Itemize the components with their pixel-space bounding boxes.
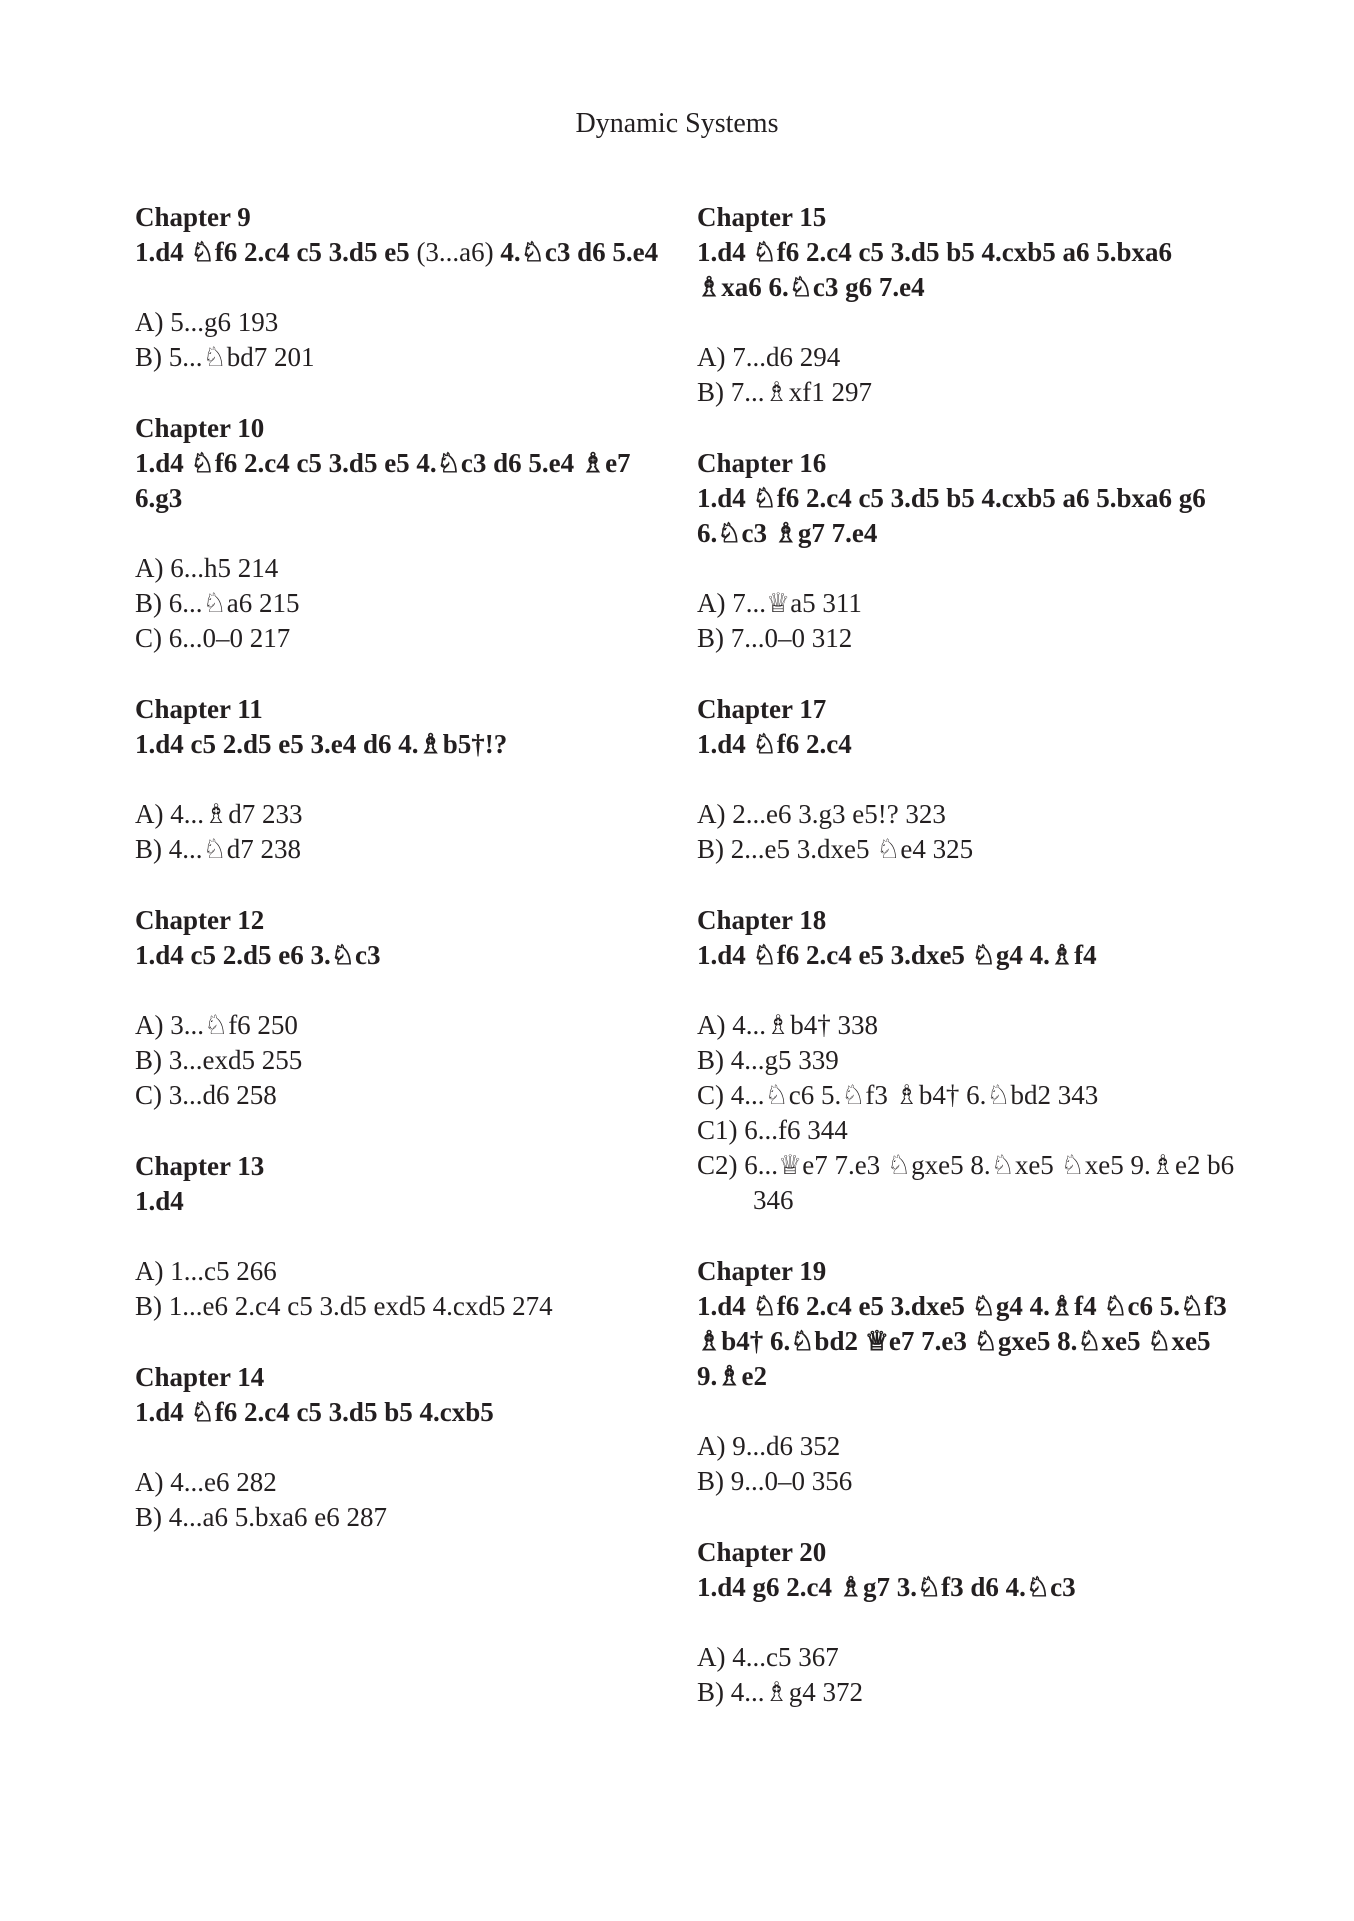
variation-item: A) 4...c5 367 xyxy=(697,1642,839,1672)
chapter-title: Chapter 14 xyxy=(135,1362,265,1392)
chapter-title: Chapter 10 xyxy=(135,413,265,443)
variation-list xyxy=(697,586,1237,656)
chapter-block xyxy=(135,1360,660,1535)
variation-item: B) 1...e6 2.c4 c5 3.d5 exd5 4.cxd5 274 xyxy=(135,1291,553,1321)
variation-item: A) 1...c5 266 xyxy=(135,1256,277,1286)
variation-item: B) 5...♘bd7 201 xyxy=(135,342,315,372)
chapter-title: Chapter 20 xyxy=(697,1537,827,1567)
variation-item: A) 7...d6 294 xyxy=(697,342,841,372)
variation-list xyxy=(697,1008,1237,1218)
variation-list xyxy=(135,1254,660,1324)
variation-list xyxy=(697,797,1237,867)
chapter-moves-main: 1.d4 ♘f6 2.c4 c5 3.d5 e5 xyxy=(135,237,410,267)
chapter-moves xyxy=(135,235,660,270)
variation-item: B) 3...exd5 255 xyxy=(135,1045,303,1075)
variation-list xyxy=(135,797,660,867)
variation-item: C) 6...0–0 217 xyxy=(135,623,291,653)
variation-list xyxy=(697,1640,1237,1710)
chapter-title: Chapter 19 xyxy=(697,1256,827,1286)
variation-list xyxy=(135,1008,660,1113)
chapter-title: Chapter 12 xyxy=(135,905,265,935)
chapter-moves: 1.d4 ♘f6 2.c4 xyxy=(697,729,852,759)
chapter-block xyxy=(697,903,1237,1218)
right-column xyxy=(697,200,1237,1746)
variation-item: A) 5...g6 193 xyxy=(135,307,279,337)
variation-item: B) 2...e5 3.dxe5 ♘e4 325 xyxy=(697,834,974,864)
chapter-block xyxy=(135,692,660,867)
chapter-moves: 1.d4 c5 2.d5 e5 3.e4 d6 4.♗b5†!? xyxy=(135,729,508,759)
variation-item: C2) 6...♕e7 7.e3 ♘gxe5 8.♘xe5 ♘xe5 9.♗e2 b6 346 xyxy=(697,1150,1235,1215)
variation-item: C) 3...d6 258 xyxy=(135,1080,277,1110)
chapter-moves-continuation: 4.♘c3 d6 5.e4 xyxy=(500,237,659,267)
variation-item: A) 4...♗b4† 338 xyxy=(697,1010,878,1040)
chapter-title: Chapter 9 xyxy=(135,202,251,232)
variation-item: A) 4...♗d7 233 xyxy=(135,799,303,829)
chapter-block xyxy=(135,411,660,656)
chapter-block xyxy=(135,200,660,375)
variation-item: A) 6...h5 214 xyxy=(135,553,279,583)
variation-item: B) 7...0–0 312 xyxy=(697,623,853,653)
chapter-title: Chapter 16 xyxy=(697,448,827,478)
running-head: Dynamic Systems xyxy=(575,108,779,139)
chapter-title: Chapter 15 xyxy=(697,202,827,232)
chapter-moves: 1.d4 ♘f6 2.c4 c5 3.d5 b5 4.cxb5 xyxy=(135,1397,494,1427)
variation-item: C) 4...♘c6 5.♘f3 ♗b4† 6.♘bd2 343 xyxy=(697,1080,1099,1110)
left-column xyxy=(135,200,660,1571)
chapter-moves: 1.d4 ♘f6 2.c4 c5 3.d5 b5 4.cxb5 a6 5.bxa6 ♗xa6 6.♘c3 g6 7.e4 xyxy=(697,237,1172,302)
variation-item: B) 6...♘a6 215 xyxy=(135,588,300,618)
variation-item: B) 4...♘d7 238 xyxy=(135,834,301,864)
chapter-title: Chapter 17 xyxy=(697,694,827,724)
variation-list xyxy=(135,1465,660,1535)
variation-list xyxy=(135,305,660,375)
chapter-block xyxy=(135,1149,660,1324)
chapter-block xyxy=(697,446,1237,656)
variation-list xyxy=(697,340,1237,410)
chapter-moves: 1.d4 ♘f6 2.c4 c5 3.d5 e5 4.♘c3 d6 5.e4 ♗e7 6.g3 xyxy=(135,448,631,513)
chapter-title: Chapter 13 xyxy=(135,1151,265,1181)
variation-item: B) 4...a6 5.bxa6 e6 287 xyxy=(135,1502,387,1532)
variation-item: B) 4...g5 339 xyxy=(697,1045,839,1075)
chapter-moves: 1.d4 ♘f6 2.c4 c5 3.d5 b5 4.cxb5 a6 5.bxa6 g6 6.♘c3 ♗g7 7.e4 xyxy=(697,483,1206,548)
chapter-block xyxy=(697,1535,1237,1710)
variation-item: B) 4...♗g4 372 xyxy=(697,1677,863,1707)
variation-list xyxy=(135,551,660,656)
variation-list xyxy=(697,1429,1237,1499)
variation-item: B) 7...♗xf1 297 xyxy=(697,377,872,407)
chapter-title: Chapter 18 xyxy=(697,905,827,935)
chapter-moves: 1.d4 ♘f6 2.c4 e5 3.dxe5 ♘g4 4.♗f4 ♘c6 5.♘f3 ♗b4† 6.♘bd2 ♕e7 7.e3 ♘gxe5 8.♘xe5 ♘xe5 9.♗e2 xyxy=(697,1291,1227,1391)
chapter-block xyxy=(135,903,660,1113)
variation-item: A) 9...d6 352 xyxy=(697,1431,841,1461)
chapter-title: Chapter 11 xyxy=(135,694,263,724)
chapter-block xyxy=(697,200,1237,410)
variation-item: A) 2...e6 3.g3 e5!? 323 xyxy=(697,799,946,829)
variation-item: A) 7...♕a5 311 xyxy=(697,588,862,618)
chapter-moves: 1.d4 ♘f6 2.c4 e5 3.dxe5 ♘g4 4.♗f4 xyxy=(697,940,1097,970)
chapter-moves: 1.d4 g6 2.c4 ♗g7 3.♘f3 d6 4.♘c3 xyxy=(697,1572,1076,1602)
chapter-moves: 1.d4 xyxy=(135,1186,184,1216)
chapter-block xyxy=(697,692,1237,867)
chapter-block xyxy=(697,1254,1237,1499)
variation-item: C1) 6...f6 344 xyxy=(697,1115,848,1145)
variation-item: B) 9...0–0 356 xyxy=(697,1466,853,1496)
variation-item: A) 3...♘f6 250 xyxy=(135,1010,298,1040)
chapter-moves: 1.d4 c5 2.d5 e6 3.♘c3 xyxy=(135,940,381,970)
variation-item: A) 4...e6 282 xyxy=(135,1467,277,1497)
chapter-moves-aside: (3...a6) xyxy=(409,237,501,267)
